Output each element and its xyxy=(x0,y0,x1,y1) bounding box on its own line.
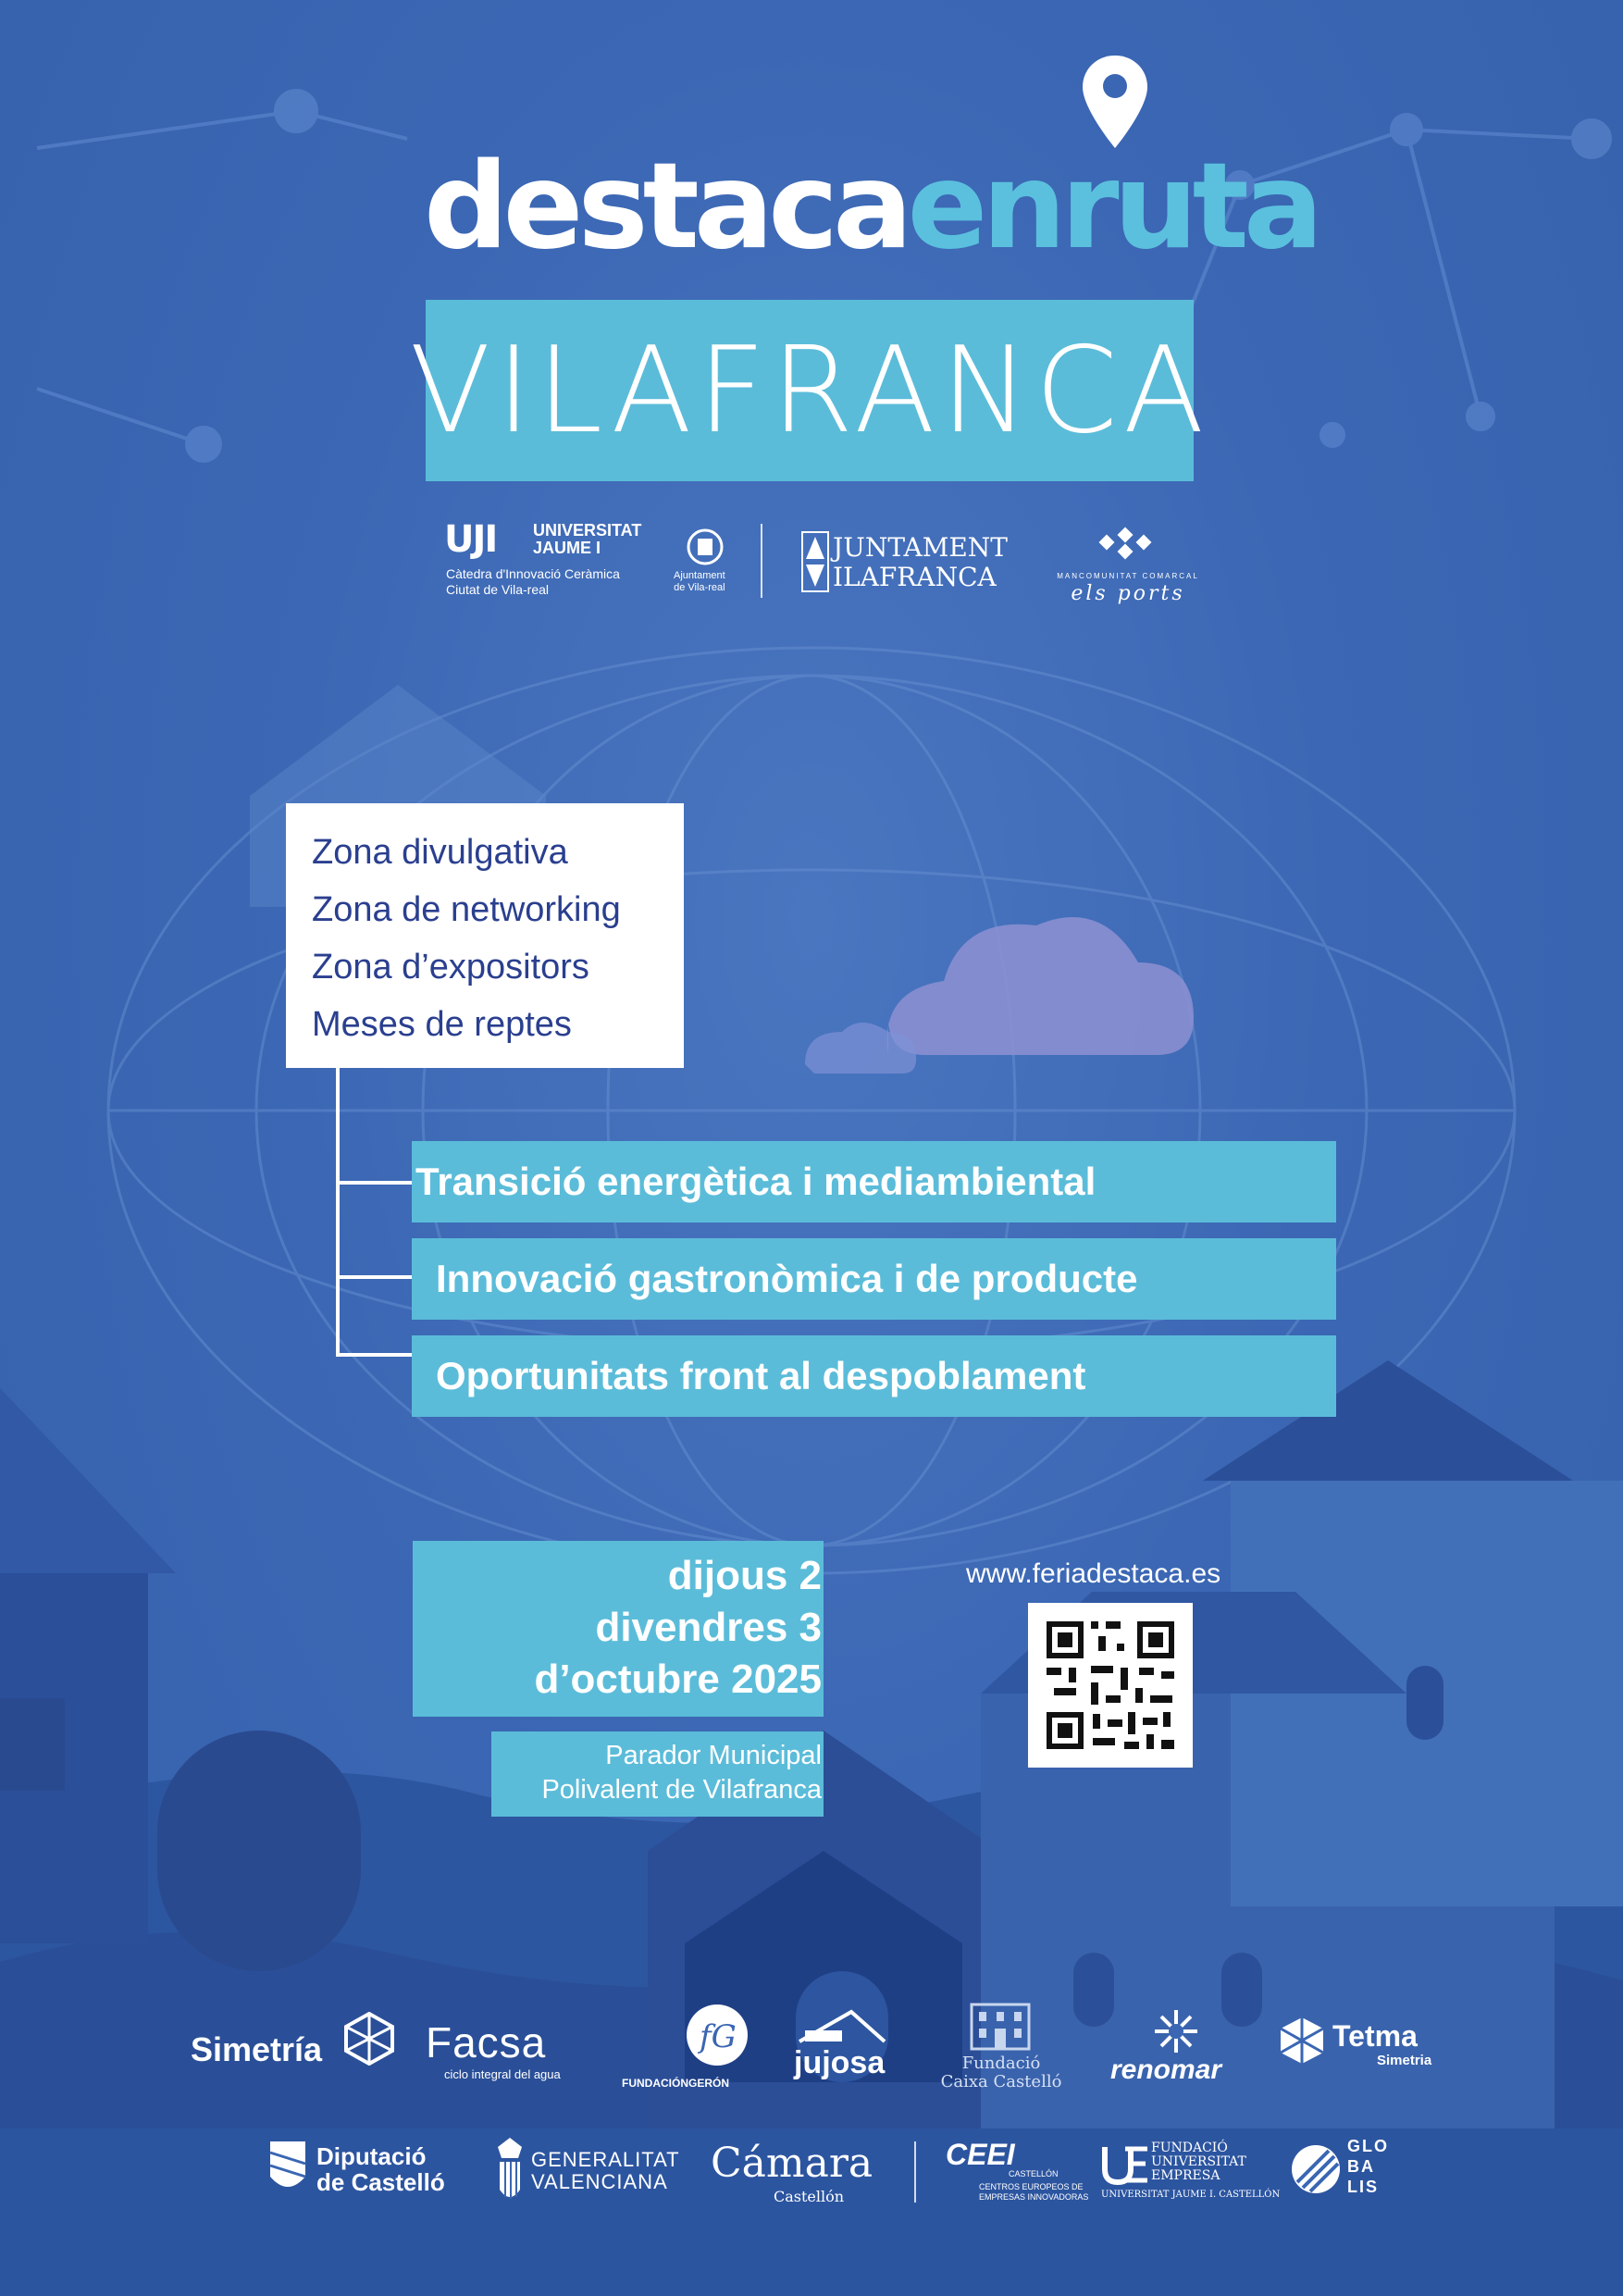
venue-line: Parador Municipal xyxy=(605,1741,822,1770)
els-ports-emblem-icon xyxy=(1094,524,1158,573)
ceei-description xyxy=(979,2182,1088,2203)
vilafranca-crest-icon xyxy=(801,531,829,597)
generalitat-crest-icon xyxy=(494,2136,526,2209)
theme-label: Transició energètica i mediambiental xyxy=(415,1160,1096,1203)
connector-branch xyxy=(336,1275,412,1279)
ceei-logo: CEEI xyxy=(946,2138,1015,2171)
jujosa-roof-icon xyxy=(796,2008,888,2050)
date-line: d’octubre 2025 xyxy=(534,1657,822,1702)
uji-mark: UJI xyxy=(444,518,497,561)
divider xyxy=(761,524,762,598)
organizer-logos xyxy=(444,518,1240,611)
event-venue xyxy=(491,1731,824,1817)
vilareal-line1: Ajuntament xyxy=(674,570,725,581)
venue-line: Polivalent de Vilafranca xyxy=(541,1775,822,1805)
renomar-sun-icon xyxy=(1153,2008,1199,2059)
connector-vertical xyxy=(336,1068,340,1357)
renomar-logo: renomar xyxy=(1110,2054,1222,2085)
tetma-logo: Tetma xyxy=(1332,2019,1418,2053)
caixa-line2: Caixa Castelló xyxy=(940,2072,1062,2091)
theme-label: Innovació gastronòmica i de producte xyxy=(436,1257,1138,1300)
facsa-logo: Facsa xyxy=(426,2018,547,2066)
generalitat-line2: VALENCIANA xyxy=(531,2170,668,2193)
globalis-line2: BA xyxy=(1347,2157,1375,2176)
connector-branch xyxy=(336,1181,412,1185)
brand-logo xyxy=(424,138,1319,276)
date-line: divendres 3 xyxy=(595,1605,822,1650)
website-link[interactable]: www.feriadestaca.es xyxy=(966,1558,1221,1589)
globalis-globe-icon xyxy=(1290,2143,1342,2200)
uji-name-line2: JAUME I xyxy=(533,539,601,557)
fue-subtitle: UNIVERSITAT JAUME I. CASTELLÓN xyxy=(1101,2190,1281,2200)
diputacio-line2: de Castelló xyxy=(316,2168,445,2196)
generalitat-line1: GENERALITAT xyxy=(531,2148,680,2171)
uji-logo xyxy=(444,518,496,561)
city-banner xyxy=(409,300,1210,481)
caixa-castello-logo xyxy=(935,2054,1068,2091)
date-line: dijous 2 xyxy=(667,1553,822,1598)
uji-name xyxy=(533,522,641,557)
divider xyxy=(914,2141,916,2203)
geron-text: FUNDACIÓNGERÓN xyxy=(622,2077,729,2090)
city-name: VILAFRANCA xyxy=(409,321,1210,460)
tetma-subtitle: Simetria xyxy=(1377,2053,1432,2068)
svg-text:fG: fG xyxy=(700,2018,737,2055)
ceei-sub-line2: EMPRESAS INNOVADORAS xyxy=(979,2192,1089,2202)
diputacio-logo xyxy=(316,2143,445,2195)
theme-banner xyxy=(412,1335,1336,1417)
geron-emblem-icon xyxy=(685,2003,750,2072)
uji-sub-line1: Càtedra d'Innovació Ceràmica xyxy=(446,566,620,581)
theme-banner xyxy=(412,1141,1336,1222)
zone-item: Meses de reptes xyxy=(312,1005,572,1044)
diputacio-line1: Diputació xyxy=(316,2142,427,2170)
facsa-subtitle: ciclo integral del agua xyxy=(444,2067,561,2081)
vilafranca-text xyxy=(833,533,1008,592)
zones-list xyxy=(286,803,684,1068)
institution-logos-row xyxy=(0,2128,1623,2230)
fue-line1: FUNDACIÓ xyxy=(1151,2141,1228,2155)
zone-item: Zona d’expositors xyxy=(312,948,589,987)
fue-emblem-icon xyxy=(1101,2143,1149,2191)
tetma-hex-icon xyxy=(1279,2016,1325,2070)
mancomunitat-line1: MANCOMUNITAT COMARCAL xyxy=(1057,572,1199,580)
theme-banner xyxy=(412,1238,1336,1320)
ceei-sub-line1: CENTROS EUROPEOS DE xyxy=(979,2182,1084,2191)
uji-subtitle xyxy=(446,566,620,598)
generalitat-logo xyxy=(531,2149,680,2193)
zone-item: Zona divulgativa xyxy=(312,833,568,872)
caixa-building-icon xyxy=(968,1999,1033,2055)
sponsor-logos-row xyxy=(0,1999,1623,2101)
caixa-line1: Fundació xyxy=(961,2054,1041,2073)
brand-part-enruta: enruta xyxy=(907,138,1319,276)
zone-item: Zona de networking xyxy=(312,890,621,929)
globalis-line1: GLO xyxy=(1347,2137,1389,2155)
connector-branch xyxy=(336,1353,412,1357)
qr-code[interactable] xyxy=(1028,1603,1193,1768)
uji-name-line1: UNIVERSITAT xyxy=(533,521,642,540)
brand-part-destaca: destaca xyxy=(424,138,908,276)
mancomunitat-line2: els ports xyxy=(1071,582,1185,605)
camara-logo: Cámara xyxy=(711,2140,873,2187)
vilafranca-line2: ILAFRANCA xyxy=(833,562,997,592)
globalis-line3: LIS xyxy=(1347,2178,1380,2196)
jujosa-logo: jujosa xyxy=(794,2045,886,2080)
els-ports-text xyxy=(1040,570,1216,605)
fue-line2: UNIVERSITAT xyxy=(1151,2154,1246,2169)
event-dates xyxy=(413,1541,824,1717)
vilareal-line2: de Vila-real xyxy=(674,582,725,593)
fue-logo xyxy=(1151,2141,1246,2183)
globalis-logo xyxy=(1347,2136,1389,2197)
uji-sub-line2: Ciutat de Vila-real xyxy=(446,582,550,597)
fue-line3: EMPRESA xyxy=(1151,2168,1220,2183)
vila-real-crest-icon xyxy=(687,527,724,571)
diputacio-crest-icon xyxy=(268,2140,307,2202)
vilafranca-line1: JUNTAMENT xyxy=(833,532,1008,563)
simetria-logo: Simetría xyxy=(191,2030,323,2068)
vila-real-text xyxy=(674,570,725,594)
simetria-hex-icon xyxy=(344,2012,394,2070)
camara-subtitle: Castellón xyxy=(774,2188,845,2205)
theme-label: Oportunitats front al despoblament xyxy=(436,1354,1086,1397)
ceei-subtitle: CASTELLÓN xyxy=(1009,2169,1059,2178)
